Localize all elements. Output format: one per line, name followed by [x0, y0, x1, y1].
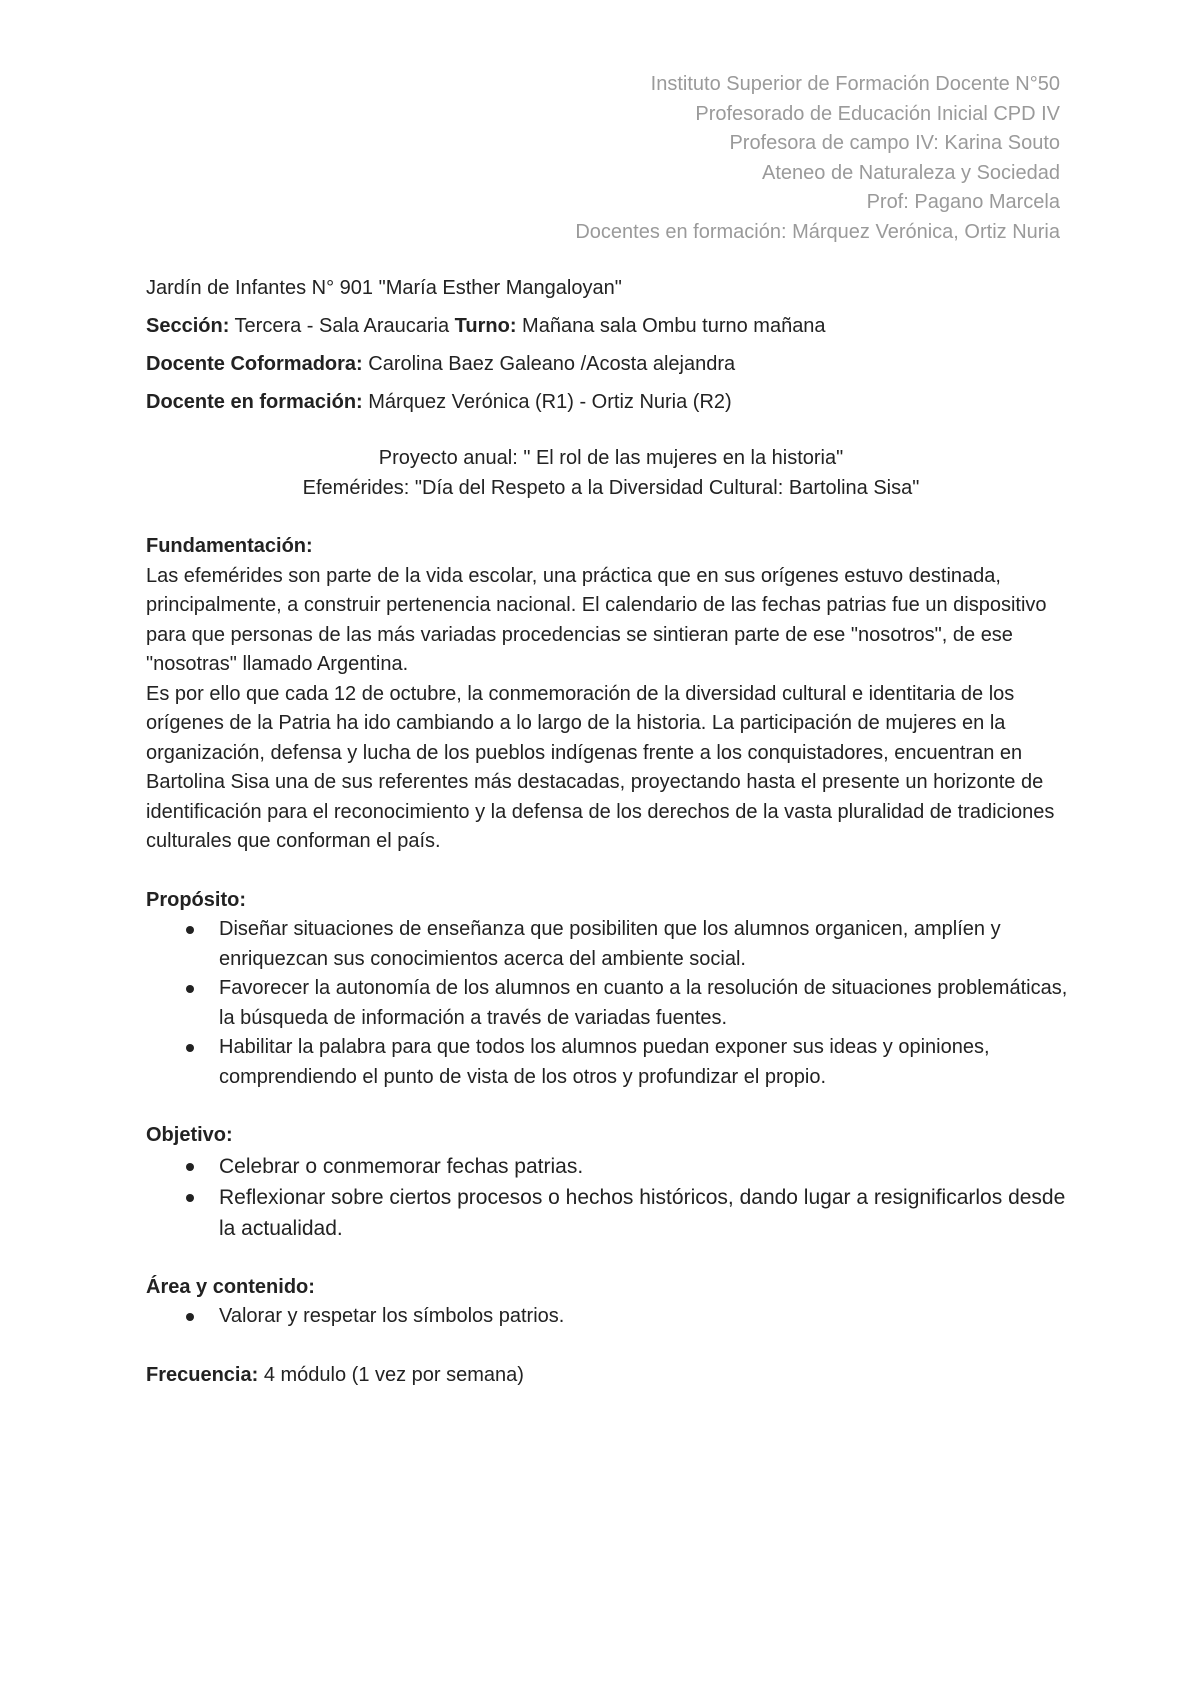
header-line-program: Profesorado de Educación Inicial CPD IV — [695, 102, 1060, 125]
section-label: Sección: — [146, 315, 230, 337]
coformadora-value: Carolina Baez Galeano /Acosta alejandra — [362, 353, 736, 375]
frecuencia-section — [146, 1361, 1076, 1391]
proposito-item-text: Favorecer la autonomía de los alumnos en cuanto a la resolución de situaciones problemáticas, la búsqueda de información a través de variadas fuentes. — [219, 977, 1068, 1029]
trainee-line — [146, 388, 1076, 426]
list-item — [146, 915, 1076, 974]
trainee-value: Márquez Verónica (R1) - Ortiz Nuria (R2) — [362, 391, 732, 413]
fundamentacion-paragraph-2: Es por ello que cada 12 de octubre, la conmemoración de la diversidad cultural e identitaria de los orígenes de la Patria ha ido cambiando a lo largo de la historia. La participación de mujeres en la organización, defensa y lucha de los pueblos indígenas frente a los conquistadores, encuentran en Bartolina Sisa una de sus referentes más destacadas, proyectando hasta el presente un horizonte de identificación para el reconocimiento y la defensa de los derechos de la vasta pluralidad de tradiciones culturales que conforman el país. — [146, 682, 1055, 852]
header-line-trainee-teachers: Docentes en formación: Márquez Verónica, Ortiz Nuria — [575, 220, 1060, 243]
proposito-section — [146, 886, 1076, 1093]
header-line-professor: Prof: Pagano Marcela — [866, 191, 1060, 213]
kindergarten-name: Jardín de Infantes N° 901 "María Esther Mangaloyan" — [146, 277, 622, 299]
institution-header — [360, 70, 1060, 247]
fundamentacion-heading: Fundamentación: — [146, 535, 313, 557]
trainee-label: Docente en formación: — [146, 391, 363, 413]
fundamentacion-section — [146, 532, 1076, 857]
area-item-text: Valorar y respetar los símbolos patrios. — [219, 1305, 565, 1327]
efemerides-title: Efemérides: "Día del Respeto a la Diversidad Cultural: Bartolina Sisa" — [302, 476, 920, 499]
proposito-item-text: Habilitar la palabra para que todos los alumnos puedan exponer sus ideas y opiniones, comprendiendo el punto de vista de los otros y profundizar el propio. — [219, 1036, 990, 1088]
objetivo-heading: Objetivo: — [146, 1124, 233, 1146]
header-line-ateneo: Ateneo de Naturaleza y Sociedad — [762, 161, 1060, 184]
list-item — [146, 974, 1076, 1033]
document-body — [146, 274, 1076, 1390]
list-item — [146, 1302, 1076, 1332]
objetivo-item-text: Celebrar o conmemorar fechas patrias. — [219, 1154, 584, 1178]
objetivo-section — [146, 1121, 1076, 1244]
bullet-icon — [186, 926, 194, 934]
frecuencia-line — [146, 1361, 1076, 1391]
shift-value: Mañana sala Ombu turno mañana — [516, 315, 826, 337]
coformadora-line — [146, 350, 1076, 388]
proposito-heading: Propósito: — [146, 888, 246, 911]
proposito-list — [146, 915, 1076, 1092]
project-heading — [146, 444, 1076, 503]
project-title: Proyecto anual: " El rol de las mujeres en la historia" — [378, 447, 844, 469]
list-item — [146, 1151, 1076, 1182]
section-value: Tercera - Sala Araucaria — [229, 315, 455, 337]
header-line-institute: Instituto Superior de Formación Docente N°50 — [650, 73, 1060, 95]
list-item — [146, 1033, 1076, 1092]
list-item — [146, 1182, 1076, 1244]
shift-label: Turno: — [454, 315, 517, 337]
header-line-field-teacher: Profesora de campo IV: Karina Souto — [729, 132, 1060, 154]
objetivo-item-text: Reflexionar sobre ciertos procesos o hechos históricos, dando lugar a resignificarlos desde la actualidad. — [219, 1185, 1066, 1240]
frecuencia-value: 4 módulo (1 vez por semana) — [258, 1363, 524, 1386]
objetivo-list — [146, 1151, 1076, 1244]
coformadora-label: Docente Coformadora: — [146, 353, 363, 375]
fundamentacion-paragraph-1: Las efemérides son parte de la vida escolar, una práctica que en sus orígenes estuvo destinada, principalmente, a construir pertenencia nacional. El calendario de las fechas patrias fue un dispositivo para que personas de las más variadas procedencias se sintieran parte de ese "nosotros", de ese "nosotras" llamado Argentina. — [146, 564, 1047, 675]
proposito-item-text: Diseñar situaciones de enseñanza que posibiliten que los alumnos organicen, amplíen y enriquezcan sus conocimientos acerca del ambiente social. — [219, 918, 1001, 970]
bullet-icon — [186, 1044, 194, 1052]
bullet-icon — [186, 1313, 194, 1321]
bullet-icon — [186, 1163, 194, 1171]
area-heading: Área y contenido: — [146, 1275, 315, 1298]
area-list — [146, 1302, 1076, 1332]
bullet-icon — [186, 1194, 194, 1202]
section-shift-line — [146, 312, 1076, 350]
area-section — [146, 1273, 1076, 1332]
bullet-icon — [186, 985, 194, 993]
frecuencia-label: Frecuencia: — [146, 1363, 259, 1386]
